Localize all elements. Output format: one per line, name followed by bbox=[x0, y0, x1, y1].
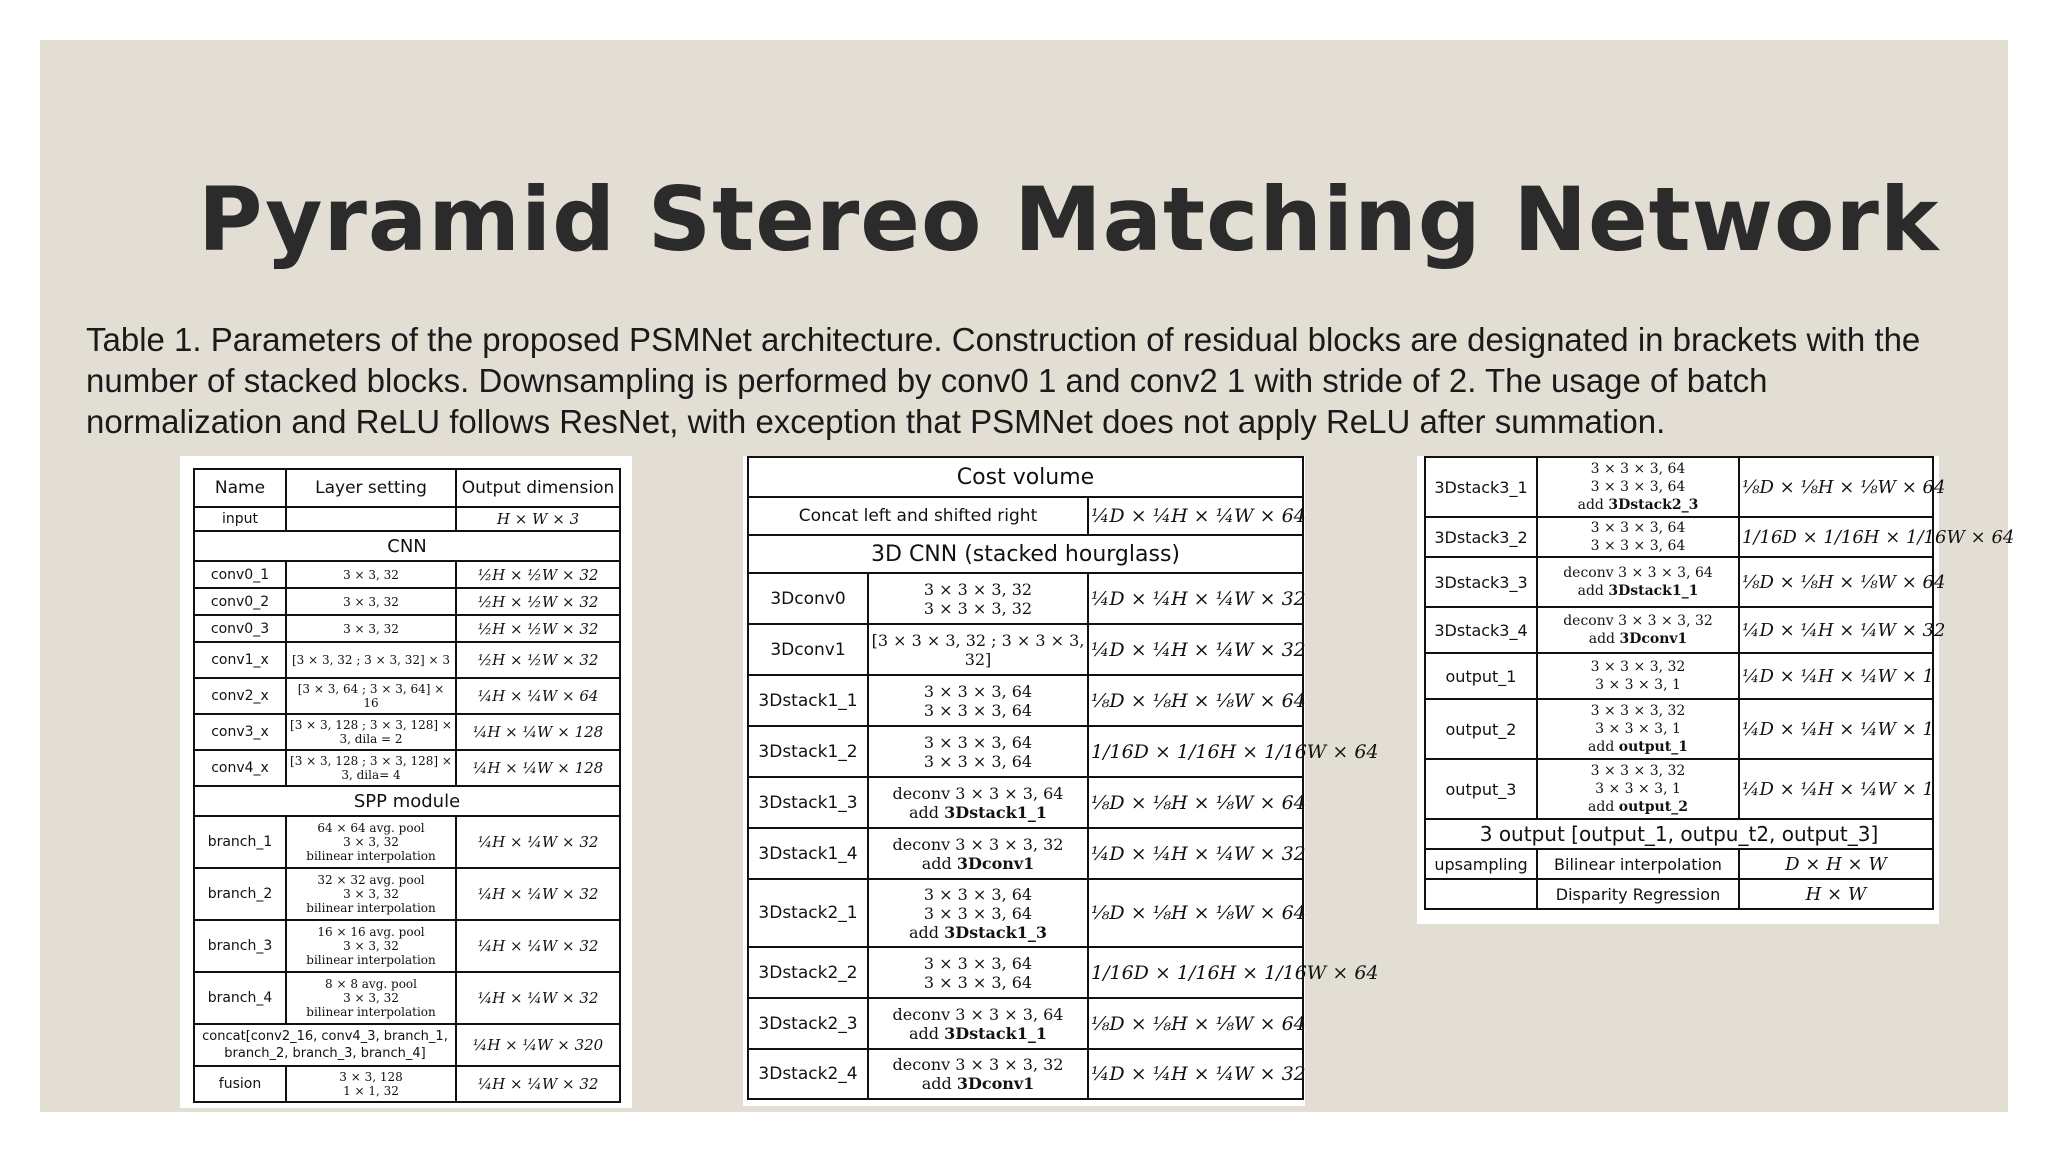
row-name bbox=[1425, 759, 1537, 819]
output-dimension-text: ¼H × ¼W × 320 bbox=[472, 1036, 604, 1054]
table-row bbox=[1425, 653, 1933, 699]
row-name-text: 3Dstack2_3 bbox=[758, 1013, 858, 1034]
output-dimension-text: H × W × 3 bbox=[496, 510, 580, 528]
row-name bbox=[748, 726, 868, 777]
row-name-text: 3Dstack1_3 bbox=[758, 792, 858, 813]
layer-setting bbox=[1537, 457, 1739, 517]
table-row bbox=[748, 828, 1303, 879]
table-row bbox=[748, 457, 1303, 497]
row-name-text: conv0_2 bbox=[210, 593, 270, 610]
row-name bbox=[194, 642, 286, 678]
layer-setting-text: 3 × 3 × 3, 64 3 × 3 × 3, 64 bbox=[1590, 520, 1686, 554]
add-target: 3Dconv1 bbox=[1619, 631, 1688, 647]
output-dimension bbox=[1088, 726, 1379, 777]
table-row bbox=[194, 469, 620, 507]
output-dimension bbox=[456, 507, 620, 531]
row-name bbox=[1425, 699, 1537, 759]
output-dimension-text: ¼D × ¼H × ¼W × 32 bbox=[1091, 1063, 1306, 1085]
layer-setting bbox=[1537, 653, 1739, 699]
layer-setting bbox=[868, 947, 1088, 998]
row-name bbox=[1425, 849, 1537, 879]
output-dimension bbox=[456, 750, 620, 786]
table-row bbox=[194, 588, 620, 615]
table-row bbox=[194, 868, 620, 920]
output-dimension-text: ½H × ½W × 32 bbox=[477, 619, 599, 638]
layer-setting-text: [3 × 3, 128 ; 3 × 3, 128] × 3, dila= 4 bbox=[290, 754, 452, 782]
table-row bbox=[194, 972, 620, 1024]
layer-setting-text: 3 × 3, 32 bbox=[343, 594, 399, 609]
table-row bbox=[1425, 557, 1933, 607]
output-dimension bbox=[456, 678, 620, 714]
add-target: 3Dstack1_1 bbox=[944, 802, 1047, 822]
output-dimension bbox=[1088, 675, 1306, 726]
output-dimension bbox=[1739, 457, 1946, 517]
output-dimension-text: ¼D × ¼H × ¼W × 1 bbox=[1742, 718, 1934, 740]
table1 bbox=[193, 468, 621, 1103]
output-dimension-text: ¼D × ¼H × ¼W × 32 bbox=[1091, 842, 1306, 865]
row-name-text: 3Dstack3_3 bbox=[1434, 572, 1528, 592]
row-name-text: output_3 bbox=[1445, 779, 1517, 799]
layer-setting-text: 3 × 3 × 3, 64 3 × 3 × 3, 64 bbox=[923, 681, 1033, 720]
output-dimension bbox=[1739, 557, 1946, 607]
add-target: output_1 bbox=[1618, 739, 1688, 755]
table-row bbox=[748, 624, 1303, 675]
output-dimension bbox=[456, 615, 620, 642]
layer-setting bbox=[868, 624, 1088, 675]
layer-setting bbox=[286, 615, 456, 642]
output-dimension bbox=[1739, 607, 1946, 653]
row-name bbox=[194, 588, 286, 615]
caption-line: number of stacked blocks. Downsampling is performed by conv0 1 and conv2 1 with stride of 2. The usage of batch bbox=[86, 362, 1768, 399]
table3-panel bbox=[1417, 456, 2015, 924]
row-name bbox=[748, 947, 868, 998]
output-dimension bbox=[1739, 653, 1933, 699]
output-dimension-text: ¼D × ¼H × ¼W × 32 bbox=[1091, 638, 1306, 661]
table-row bbox=[1425, 699, 1933, 759]
row-name-text: 3Dstack1_1 bbox=[758, 690, 858, 711]
table-row bbox=[194, 678, 620, 714]
layer-setting bbox=[286, 588, 456, 615]
output-dimension-text: ½H × ½W × 32 bbox=[477, 592, 599, 611]
section-label bbox=[1425, 819, 1933, 849]
layer-setting bbox=[286, 678, 456, 714]
layer-setting-text: 3 × 3 × 3, 64 3 × 3 × 3, 64 add bbox=[909, 884, 1033, 942]
table-row bbox=[748, 879, 1303, 947]
row-name bbox=[194, 750, 286, 786]
table-row bbox=[748, 777, 1303, 828]
output-dimension-text: ¼D × ¼H × ¼W × 32 bbox=[1742, 619, 1946, 641]
output-dimension bbox=[1088, 1049, 1306, 1099]
output-dimension-text: ½H × ½W × 32 bbox=[477, 565, 599, 584]
add-target: 3Dconv1 bbox=[956, 853, 1035, 873]
row-name-text: conv0_1 bbox=[210, 566, 270, 583]
output-dimension bbox=[1739, 849, 1933, 879]
caption-line: normalization and ReLU follows ResNet, with exception that PSMNet does not apply ReLU after summation. bbox=[86, 403, 1666, 440]
output-dimension bbox=[1088, 497, 1306, 535]
row-name bbox=[194, 678, 286, 714]
table-row bbox=[194, 507, 620, 531]
table-row bbox=[194, 1066, 620, 1102]
layer-setting-text: 3 × 3, 128 1 × 1, 32 bbox=[339, 1070, 403, 1098]
section-label bbox=[194, 531, 620, 561]
add-target: 3Dstack1_1 bbox=[944, 1023, 1047, 1043]
layer-setting bbox=[286, 750, 456, 786]
section-label bbox=[748, 535, 1303, 573]
row-name bbox=[748, 879, 868, 947]
layer-setting-text: 8 × 8 avg. pool 3 × 3, 32 bilinear interpolation bbox=[306, 977, 436, 1019]
output-dimension bbox=[456, 816, 620, 868]
output-dimension-text: D × H × W bbox=[1785, 853, 1887, 875]
output-dimension-text: ¼H × ¼W × 32 bbox=[477, 937, 599, 955]
row-name-text: 3Dstack2_2 bbox=[758, 962, 858, 983]
row-name bbox=[194, 972, 286, 1024]
row-name bbox=[1425, 607, 1537, 653]
output-dimension bbox=[456, 588, 620, 615]
table-row bbox=[194, 615, 620, 642]
layer-setting-text: [3 × 3, 64 ; 3 × 3, 64] × 16 bbox=[297, 682, 445, 710]
layer-setting bbox=[1537, 759, 1739, 819]
table-row bbox=[748, 675, 1303, 726]
row-name bbox=[1425, 653, 1537, 699]
row-name-text: conv0_3 bbox=[210, 620, 270, 637]
layer-setting bbox=[868, 573, 1088, 624]
column-header bbox=[456, 469, 620, 507]
concat-setting bbox=[748, 497, 1088, 535]
row-name-text: 3Dconv1 bbox=[770, 639, 846, 660]
section-label-text: CNN bbox=[387, 535, 427, 557]
output-dimension bbox=[1739, 517, 2015, 557]
layer-setting-text: 3 × 3 × 3, 32 3 × 3 × 3, 1 bbox=[1590, 659, 1686, 693]
layer-setting-text: [3 × 3 × 3, 32 ; 3 × 3 × 3, 32] bbox=[871, 630, 1085, 669]
row-name-text: conv1_x bbox=[211, 652, 269, 668]
output-dimension bbox=[456, 868, 620, 920]
output-dimension bbox=[456, 1066, 620, 1102]
caption-line: Table 1. Parameters of the proposed PSMNet architecture. Construction of residual blocks are designated in brackets with the bbox=[86, 321, 1921, 358]
output-dimension bbox=[1739, 879, 1933, 909]
add-target: 3Dstack1_3 bbox=[944, 922, 1047, 942]
layer-setting-text: 3 × 3, 32 bbox=[343, 621, 399, 636]
layer-setting-text: [3 × 3, 128 ; 3 × 3, 128] × 3, dila = 2 bbox=[290, 718, 452, 746]
table-row bbox=[1425, 819, 1933, 849]
table-row bbox=[194, 920, 620, 972]
layer-setting bbox=[868, 879, 1088, 947]
row-name-text: branch_2 bbox=[207, 886, 273, 902]
output-dimension bbox=[1088, 947, 1379, 998]
output-dimension-text: H × W bbox=[1805, 883, 1867, 905]
table-row bbox=[194, 531, 620, 561]
row-name-text: branch_4 bbox=[207, 990, 273, 1006]
section-label-text: Cost volume bbox=[956, 464, 1095, 490]
layer-setting bbox=[868, 675, 1088, 726]
row-name-text: 3Dstack2_1 bbox=[758, 903, 858, 923]
layer-setting-text: deconv 3 × 3 × 3, 64 add bbox=[892, 783, 1064, 822]
row-name-text: 3Dconv0 bbox=[770, 588, 846, 609]
table-row bbox=[748, 573, 1303, 624]
section-label-text: 3 output [output_1, outpu_t2, output_3] bbox=[1479, 822, 1879, 846]
row-name-text: fusion bbox=[218, 1076, 262, 1092]
table3 bbox=[1424, 456, 2015, 910]
table-row bbox=[1425, 879, 1933, 909]
layer-setting-text: 3 × 3 × 3, 32 3 × 3 × 3, 32 bbox=[923, 579, 1033, 618]
row-name-text: 3Dstack3_4 bbox=[1434, 620, 1528, 640]
slide-title: Pyramid Stereo Matching Network bbox=[198, 168, 1940, 271]
row-name-text: conv3_x bbox=[211, 724, 269, 740]
output-dimension-text: ¼H × ¼W × 32 bbox=[477, 1075, 599, 1093]
row-name bbox=[748, 1049, 868, 1099]
output-dimension-text: ½H × ½W × 32 bbox=[477, 651, 599, 669]
section-label bbox=[194, 786, 620, 816]
layer-setting bbox=[1537, 699, 1739, 759]
row-name-text: input bbox=[221, 511, 258, 527]
output-dimension-text: ¼H × ¼W × 64 bbox=[477, 687, 599, 705]
output-dimension bbox=[1088, 998, 1306, 1049]
output-dimension-text: ¼D × ¼H × ¼W × 64 bbox=[1091, 505, 1306, 527]
row-name bbox=[748, 573, 868, 624]
row-name bbox=[748, 828, 868, 879]
row-name bbox=[194, 1066, 286, 1102]
layer-setting bbox=[286, 972, 456, 1024]
table-row bbox=[1425, 517, 1933, 557]
layer-setting-text: 64 × 64 avg. pool 3 × 3, 32 bilinear interpolation bbox=[306, 821, 436, 863]
section-label-text: SPP module bbox=[353, 790, 461, 812]
row-name-text: branch_1 bbox=[207, 834, 273, 850]
column-header bbox=[194, 469, 286, 507]
layer-setting bbox=[286, 816, 456, 868]
table1-panel bbox=[180, 456, 632, 1108]
table-row bbox=[748, 1049, 1303, 1099]
column-header-text: Output dimension bbox=[461, 478, 615, 498]
row-name-text: upsampling bbox=[1434, 854, 1528, 874]
layer-setting bbox=[286, 714, 456, 750]
layer-setting bbox=[868, 998, 1088, 1049]
layer-setting bbox=[868, 828, 1088, 879]
table-row bbox=[1425, 457, 1933, 517]
layer-setting-text: Disparity Regression bbox=[1555, 884, 1721, 904]
row-name bbox=[1425, 517, 1537, 557]
layer-setting-text: 3 × 3 × 3, 64 3 × 3 × 3, 64 bbox=[923, 953, 1033, 992]
output-dimension-text: ¼H × ¼W × 128 bbox=[472, 759, 604, 777]
layer-setting-text: [3 × 3, 32 ; 3 × 3, 32] × 3 bbox=[291, 653, 451, 667]
layer-setting-text: deconv 3 × 3 × 3, 32 add bbox=[892, 834, 1064, 873]
table-row bbox=[1425, 607, 1933, 653]
output-dimension bbox=[456, 642, 620, 678]
layer-setting bbox=[868, 726, 1088, 777]
row-name bbox=[194, 615, 286, 642]
output-dimension bbox=[1088, 828, 1306, 879]
output-dimension-text: ¼H × ¼W × 128 bbox=[472, 723, 604, 741]
row-name-text: 3Dstack1_4 bbox=[758, 843, 858, 864]
layer-setting-text: deconv 3 × 3 × 3, 32 add bbox=[1563, 613, 1713, 647]
table2 bbox=[747, 456, 1379, 1100]
row-name-text: branch_3 bbox=[207, 938, 273, 954]
output-dimension-text: 1/16D × 1/16H × 1/16W × 64 bbox=[1091, 740, 1379, 763]
row-name bbox=[1425, 557, 1537, 607]
layer-setting bbox=[1537, 607, 1739, 653]
output-dimension-text: 1/16D × 1/16H × 1/16W × 64 bbox=[1742, 526, 2015, 548]
table-row bbox=[748, 947, 1303, 998]
output-dimension-text: ⅛D × ⅛H × ⅛W × 64 bbox=[1091, 689, 1306, 712]
row-name bbox=[194, 920, 286, 972]
layer-setting-text: 3 × 3 × 3, 32 3 × 3 × 3, 1 add bbox=[1588, 763, 1686, 815]
output-dimension-text: ⅛D × ⅛H × ⅛W × 64 bbox=[1091, 902, 1306, 924]
row-name-text: 3Dstack3_2 bbox=[1434, 527, 1528, 547]
output-dimension bbox=[456, 920, 620, 972]
layer-setting-text: 3 × 3, 32 bbox=[343, 567, 399, 582]
add-target: 3Dstack1_1 bbox=[1608, 583, 1699, 599]
concat-setting-text: Concat left and shifted right bbox=[798, 506, 1038, 526]
row-name bbox=[1425, 457, 1537, 517]
output-dimension bbox=[1739, 759, 1933, 819]
layer-setting-text: deconv 3 × 3 × 3, 32 add bbox=[892, 1055, 1064, 1093]
output-dimension-text: ⅛D × ⅛H × ⅛W × 64 bbox=[1742, 571, 1946, 593]
add-target: 3Dstack2_3 bbox=[1608, 497, 1699, 513]
layer-setting-text: deconv 3 × 3 × 3, 64 add bbox=[1563, 565, 1713, 599]
row-name-text: 3Dstack3_1 bbox=[1434, 477, 1528, 497]
output-dimension-text: ¼D × ¼H × ¼W × 1 bbox=[1742, 778, 1934, 800]
output-dimension-text: ¼H × ¼W × 32 bbox=[477, 885, 599, 903]
output-dimension-text: ⅛D × ⅛H × ⅛W × 64 bbox=[1091, 1012, 1306, 1035]
row-name-text: output_2 bbox=[1445, 719, 1517, 739]
table-row bbox=[194, 786, 620, 816]
table-row bbox=[194, 642, 620, 678]
layer-setting bbox=[868, 777, 1088, 828]
table-row bbox=[748, 497, 1303, 535]
output-dimension bbox=[1088, 573, 1306, 624]
layer-setting bbox=[286, 507, 456, 531]
layer-setting bbox=[1537, 557, 1739, 607]
row-name bbox=[748, 675, 868, 726]
layer-setting bbox=[286, 868, 456, 920]
concat-setting-text: concat[conv2_16, conv4_3, branch_1, branch_2, branch_3, branch_4] bbox=[202, 1029, 448, 1061]
table-row bbox=[194, 750, 620, 786]
row-name-text: 3Dstack1_2 bbox=[758, 741, 858, 762]
output-dimension-text: ¼H × ¼W × 32 bbox=[477, 833, 599, 851]
row-name-text: conv4_x bbox=[211, 760, 269, 776]
layer-setting-text: 3 × 3 × 3, 64 3 × 3 × 3, 64 bbox=[923, 732, 1033, 771]
layer-setting bbox=[1537, 517, 1739, 557]
concat-setting bbox=[194, 1024, 456, 1066]
row-name bbox=[194, 561, 286, 588]
output-dimension-text: ⅛D × ⅛H × ⅛W × 64 bbox=[1742, 476, 1946, 498]
table-row bbox=[748, 535, 1303, 573]
row-name bbox=[748, 998, 868, 1049]
row-name-text: conv2_x bbox=[211, 688, 269, 704]
output-dimension bbox=[1088, 777, 1306, 828]
table-row bbox=[1425, 759, 1933, 819]
output-dimension-text: ¼D × ¼H × ¼W × 32 bbox=[1091, 587, 1306, 610]
layer-setting bbox=[286, 920, 456, 972]
layer-setting bbox=[1537, 849, 1739, 879]
layer-setting-text: 3 × 3 × 3, 32 3 × 3 × 3, 1 add bbox=[1588, 703, 1686, 755]
row-name bbox=[194, 714, 286, 750]
output-dimension-text: ¼H × ¼W × 32 bbox=[477, 989, 599, 1007]
row-name bbox=[1425, 879, 1537, 909]
table-row bbox=[194, 714, 620, 750]
output-dimension bbox=[456, 714, 620, 750]
output-dimension bbox=[1739, 699, 1933, 759]
table2-panel bbox=[743, 456, 1379, 1106]
layer-setting bbox=[1537, 879, 1739, 909]
output-dimension-text: ¼D × ¼H × ¼W × 1 bbox=[1742, 665, 1934, 687]
layer-setting bbox=[286, 642, 456, 678]
table-row bbox=[748, 726, 1303, 777]
table-row bbox=[748, 998, 1303, 1049]
layer-setting-text: deconv 3 × 3 × 3, 64 add bbox=[892, 1004, 1064, 1043]
layer-setting-text: Bilinear interpolation bbox=[1554, 854, 1722, 874]
table-row bbox=[194, 816, 620, 868]
output-dimension bbox=[456, 561, 620, 588]
row-name bbox=[748, 777, 868, 828]
layer-setting-text: 32 × 32 avg. pool 3 × 3, 32 bilinear interpolation bbox=[306, 873, 436, 915]
output-dimension-text: 1/16D × 1/16H × 1/16W × 64 bbox=[1091, 961, 1379, 984]
table-caption bbox=[86, 319, 2016, 442]
section-label-text: 3D CNN (stacked hourglass) bbox=[871, 541, 1180, 567]
row-name bbox=[748, 624, 868, 675]
column-header bbox=[286, 469, 456, 507]
output-dimension bbox=[456, 1024, 620, 1066]
layer-setting-text: 16 × 16 avg. pool 3 × 3, 32 bilinear interpolation bbox=[306, 925, 436, 967]
add-target: 3Dconv1 bbox=[956, 1074, 1035, 1093]
section-label bbox=[748, 457, 1303, 497]
layer-setting-text: 3 × 3 × 3, 64 3 × 3 × 3, 64 add bbox=[1577, 461, 1686, 513]
layer-setting bbox=[868, 1049, 1088, 1099]
table-row bbox=[194, 561, 620, 588]
output-dimension bbox=[1088, 624, 1306, 675]
add-target: output_2 bbox=[1618, 799, 1688, 815]
row-name-text: output_1 bbox=[1445, 666, 1517, 686]
table-row bbox=[1425, 849, 1933, 879]
row-name bbox=[194, 868, 286, 920]
output-dimension bbox=[1088, 879, 1306, 947]
output-dimension-text: ⅛D × ⅛H × ⅛W × 64 bbox=[1091, 791, 1306, 814]
row-name-text: 3Dstack2_4 bbox=[758, 1064, 858, 1084]
table-row bbox=[194, 1024, 620, 1066]
column-header-text: Name bbox=[214, 478, 266, 498]
output-dimension bbox=[456, 972, 620, 1024]
row-name bbox=[194, 816, 286, 868]
row-name bbox=[194, 507, 286, 531]
layer-setting bbox=[286, 1066, 456, 1102]
layer-setting bbox=[286, 561, 456, 588]
column-header-text: Layer setting bbox=[315, 478, 427, 498]
